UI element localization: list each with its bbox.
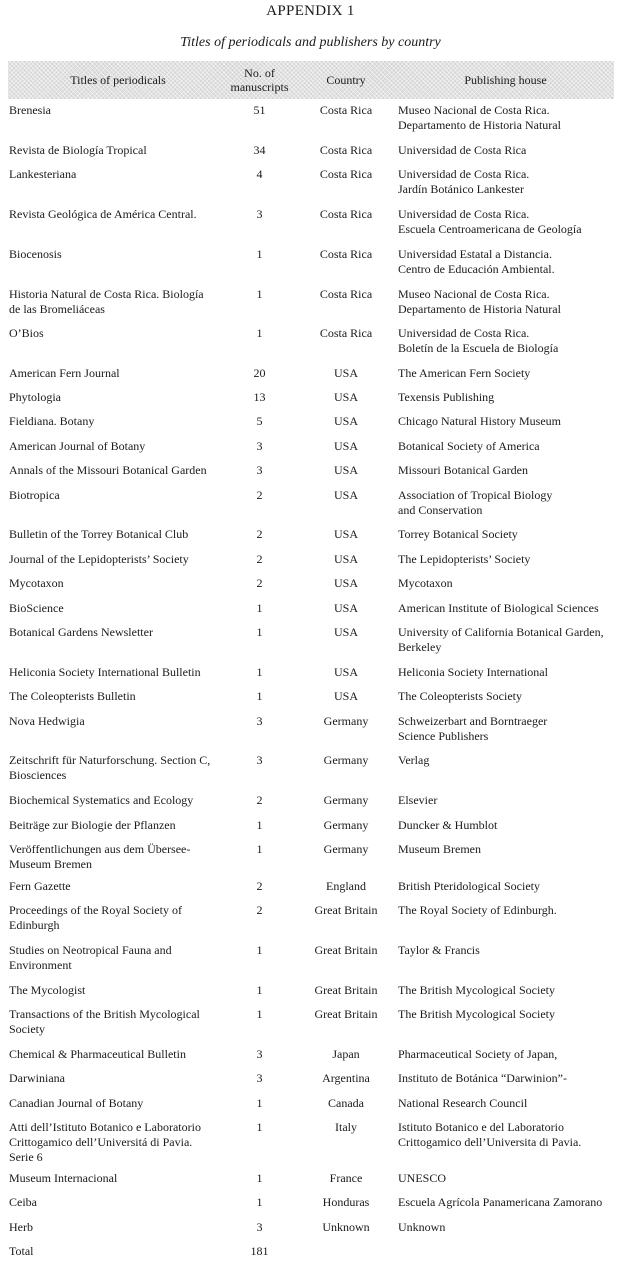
- manuscript-count-cell: 1: [256, 1007, 263, 1021]
- periodical-title-cell: American Journal of Botany: [9, 439, 146, 453]
- country-cell: Argentina: [322, 1071, 370, 1085]
- column-header-country: Country: [326, 73, 366, 87]
- manuscript-count-cell: 34: [253, 143, 266, 157]
- manuscript-count-cell: 20: [253, 366, 266, 380]
- publisher-cell: Verlag: [398, 753, 430, 767]
- publisher-cell: National Research Council: [398, 1096, 528, 1110]
- periodical-title-cell: Annals of the Missouri Botanical Garden: [9, 463, 207, 477]
- column-header-title: Titles of periodicals: [70, 73, 166, 87]
- country-cell: USA: [333, 366, 358, 380]
- manuscript-count-cell: 3: [256, 1220, 263, 1234]
- manuscript-count-cell: 1: [256, 665, 263, 679]
- country-cell: Italy: [335, 1120, 357, 1134]
- manuscript-count-cell: 2: [256, 552, 263, 566]
- manuscript-count-cell: 1: [256, 943, 263, 957]
- country-cell: Great Britain: [314, 1007, 378, 1021]
- manuscript-count-cell: 5: [256, 414, 263, 428]
- periodical-title-cell: Lankesteriana: [9, 167, 77, 181]
- periodical-title-cell: Brenesia: [9, 103, 51, 117]
- periodical-title-cell: The Coleopterists Bulletin: [9, 689, 136, 703]
- country-cell: Germany: [323, 818, 369, 832]
- country-cell: Great Britain: [314, 983, 378, 997]
- publisher-cell: The British Mycological Society: [398, 983, 555, 997]
- publisher-cell: Chicago Natural History Museum: [398, 414, 561, 428]
- country-cell: Germany: [323, 753, 369, 767]
- publisher-cell: Museum Bremen: [398, 842, 481, 856]
- periodical-title-cell: Herb: [9, 1220, 33, 1234]
- periodical-title-cell: Chemical & Pharmaceutical Bulletin: [9, 1047, 186, 1061]
- country-cell: Canada: [328, 1096, 364, 1110]
- publisher-cell: Universidad de Costa Rica. Jardín Botánico Lankester: [398, 167, 530, 196]
- manuscript-count-cell: 1: [256, 689, 263, 703]
- periodical-title-cell: Veröffentlichungen aus dem Übersee- Museum Bremen: [9, 842, 191, 871]
- periodical-title-cell: Fieldiana. Botany: [9, 414, 95, 428]
- country-cell: Costa Rica: [319, 207, 373, 221]
- periodical-title-cell: The Mycologist: [9, 983, 86, 997]
- manuscript-count-cell: 3: [256, 714, 263, 728]
- column-header-publisher: Publishing house: [464, 73, 547, 87]
- publisher-cell: The Royal Society of Edinburgh.: [398, 903, 557, 917]
- periodical-title-cell: Studies on Neotropical Fauna and Environment: [9, 943, 172, 972]
- publisher-cell: Museo Nacional de Costa Rica. Departamento de Historia Natural: [398, 287, 561, 316]
- table-caption: Titles of periodicals and publishers by country: [180, 35, 441, 50]
- publisher-cell: Pharmaceutical Society of Japan,: [398, 1047, 558, 1061]
- periodical-title-cell: Proceedings of the Royal Society of Edinburgh: [9, 903, 182, 932]
- publisher-cell: Istituto Botanico e del Laboratorio Crittogamico dell’Universita di Pavia.: [398, 1120, 582, 1149]
- country-cell: Costa Rica: [319, 326, 373, 340]
- periodical-title-cell: Museum Internacional: [9, 1171, 118, 1185]
- column-header-count: No. of manuscripts: [230, 66, 289, 94]
- country-cell: Germany: [323, 793, 369, 807]
- country-cell: USA: [333, 665, 358, 679]
- publisher-cell: Texensis Publishing: [398, 390, 495, 404]
- publisher-cell: Botanical Society of America: [398, 439, 540, 453]
- periodical-title-cell: Bulletin of the Torrey Botanical Club: [9, 527, 189, 541]
- periodical-title-cell: Phytologia: [9, 390, 62, 404]
- country-cell: USA: [333, 601, 358, 615]
- periodical-title-cell: Zeitschrift für Naturforschung. Section C, Biosciences: [9, 753, 211, 782]
- periodical-title-cell: Atti dell’Istituto Botanico e Laboratorio Crittogamico dell’Universitá di Pavia. Serie 6: [9, 1120, 201, 1164]
- periodical-title-cell: Ceiba: [9, 1195, 37, 1209]
- country-cell: USA: [333, 488, 358, 502]
- periodical-title-cell: Canadian Journal of Botany: [9, 1096, 144, 1110]
- manuscript-count-cell: 2: [256, 793, 263, 807]
- country-cell: Honduras: [322, 1195, 370, 1209]
- country-cell: Japan: [332, 1047, 360, 1061]
- periodical-title-cell: Journal of the Lepidopterists’ Society: [9, 552, 189, 566]
- periodical-title-cell: Revista de Biología Tropical: [9, 143, 147, 157]
- publisher-cell: The British Mycological Society: [398, 1007, 555, 1021]
- manuscript-count-cell: 1: [256, 818, 263, 832]
- manuscript-count-cell: 1: [256, 1195, 263, 1209]
- publisher-cell: The Lepidopterists’ Society: [398, 552, 531, 566]
- periodical-title-cell: Revista Geológica de América Central.: [9, 207, 197, 221]
- periodical-title-cell: Fern Gazette: [9, 879, 71, 893]
- publisher-cell: Escuela Agrícola Panamericana Zamorano: [398, 1195, 603, 1209]
- manuscript-count-cell: 181: [250, 1244, 269, 1258]
- appendix-title: APPENDIX 1: [266, 3, 355, 19]
- manuscript-count-cell: 1: [256, 1096, 263, 1110]
- publisher-cell: Schweizerbart and Borntraeger Science Publishers: [398, 714, 548, 743]
- country-cell: USA: [333, 576, 358, 590]
- country-cell: France: [329, 1171, 363, 1185]
- manuscript-count-cell: 2: [256, 576, 263, 590]
- manuscript-count-cell: 13: [253, 390, 266, 404]
- manuscript-count-cell: 1: [256, 601, 263, 615]
- country-cell: Costa Rica: [319, 103, 373, 117]
- periodical-title-cell: Nova Hedwigia: [9, 714, 85, 728]
- manuscript-count-cell: 1: [256, 247, 263, 261]
- manuscript-count-cell: 2: [256, 879, 263, 893]
- manuscript-count-cell: 4: [256, 167, 263, 181]
- periodical-title-cell: Botanical Gardens Newsletter: [9, 625, 153, 639]
- country-cell: USA: [333, 414, 358, 428]
- country-cell: Costa Rica: [319, 247, 373, 261]
- manuscript-count-cell: 1: [256, 287, 263, 301]
- periodical-title-cell: BioScience: [9, 601, 64, 615]
- periodical-title-cell: Biocenosis: [9, 247, 62, 261]
- periodical-title-cell: Historia Natural de Costa Rica. Biología de las Bromeliáceas: [9, 287, 204, 316]
- country-cell: England: [326, 879, 366, 893]
- manuscript-count-cell: 1: [256, 1171, 263, 1185]
- publisher-cell: Universidad de Costa Rica. Boletín de la Escuela de Biología: [398, 326, 559, 355]
- periodical-title-cell: Biotropica: [9, 488, 60, 502]
- country-cell: USA: [333, 625, 358, 639]
- manuscript-count-cell: 51: [253, 103, 266, 117]
- publisher-cell: The Coleopterists Society: [398, 689, 522, 703]
- manuscript-count-cell: 1: [256, 1120, 263, 1134]
- publisher-cell: American Institute of Biological Sciences: [398, 601, 599, 615]
- manuscript-count-cell: 3: [256, 1071, 263, 1085]
- publisher-cell: Unknown: [398, 1220, 446, 1234]
- publisher-cell: Heliconia Society International: [398, 665, 548, 679]
- manuscript-count-cell: 3: [256, 207, 263, 221]
- country-cell: Germany: [323, 842, 369, 856]
- country-cell: Costa Rica: [319, 167, 373, 181]
- publisher-cell: Museo Nacional de Costa Rica. Departamento de Historia Natural: [398, 103, 561, 132]
- publisher-cell: Instituto de Botánica “Darwinion”-: [398, 1071, 567, 1085]
- manuscript-count-cell: 2: [256, 527, 263, 541]
- periodical-title-cell: American Fern Journal: [9, 366, 120, 380]
- manuscript-count-cell: 1: [256, 842, 263, 856]
- country-cell: Costa Rica: [319, 143, 373, 157]
- manuscript-count-cell: 1: [256, 983, 263, 997]
- country-cell: USA: [333, 527, 358, 541]
- publisher-cell: Universidad Estatal a Distancia. Centro de Educación Ambiental.: [398, 247, 555, 276]
- periodical-title-cell: Heliconia Society International Bulletin: [9, 665, 201, 679]
- publisher-cell: Mycotaxon: [398, 576, 453, 590]
- periodical-title-cell: Darwiniana: [9, 1071, 65, 1085]
- periodical-title-cell: Transactions of the British Mycological Society: [9, 1007, 200, 1036]
- country-cell: Unknown: [322, 1220, 370, 1234]
- manuscript-count-cell: 3: [256, 463, 263, 477]
- publisher-cell: Elsevier: [398, 793, 438, 807]
- publisher-cell: Duncker & Humblot: [398, 818, 498, 832]
- publisher-cell: Taylor & Francis: [398, 943, 480, 957]
- periodical-title-cell: Total: [9, 1244, 34, 1258]
- country-cell: USA: [333, 439, 358, 453]
- publisher-cell: UNESCO: [398, 1171, 447, 1185]
- publisher-cell: Universidad de Costa Rica. Escuela Centroamericana de Geología: [398, 207, 582, 236]
- country-cell: Germany: [323, 714, 369, 728]
- country-cell: Costa Rica: [319, 287, 373, 301]
- country-cell: USA: [333, 552, 358, 566]
- country-cell: Great Britain: [314, 903, 378, 917]
- publisher-cell: The American Fern Society: [398, 366, 531, 380]
- country-cell: USA: [333, 463, 358, 477]
- manuscript-count-cell: 3: [256, 753, 263, 767]
- country-cell: USA: [333, 390, 358, 404]
- manuscript-count-cell: 2: [256, 903, 263, 917]
- country-cell: USA: [333, 689, 358, 703]
- manuscript-count-cell: 1: [256, 625, 263, 639]
- publisher-cell: University of California Botanical Garden, Berkeley: [398, 625, 604, 654]
- publisher-cell: Missouri Botanical Garden: [398, 463, 528, 477]
- periodical-title-cell: Biochemical Systematics and Ecology: [9, 793, 194, 807]
- periodical-title-cell: O’Bios: [9, 326, 44, 340]
- manuscript-count-cell: 2: [256, 488, 263, 502]
- publisher-cell: Universidad de Costa Rica: [398, 143, 527, 157]
- periodical-title-cell: Mycotaxon: [9, 576, 64, 590]
- publisher-cell: Torrey Botanical Society: [398, 527, 518, 541]
- manuscript-count-cell: 1: [256, 326, 263, 340]
- publisher-cell: British Pteridological Society: [398, 879, 540, 893]
- periodical-title-cell: Beiträge zur Biologie der Pflanzen: [9, 818, 176, 832]
- publisher-cell: Association of Tropical Biology and Conservation: [398, 488, 553, 517]
- manuscript-count-cell: 3: [256, 1047, 263, 1061]
- manuscript-count-cell: 3: [256, 439, 263, 453]
- country-cell: Great Britain: [314, 943, 378, 957]
